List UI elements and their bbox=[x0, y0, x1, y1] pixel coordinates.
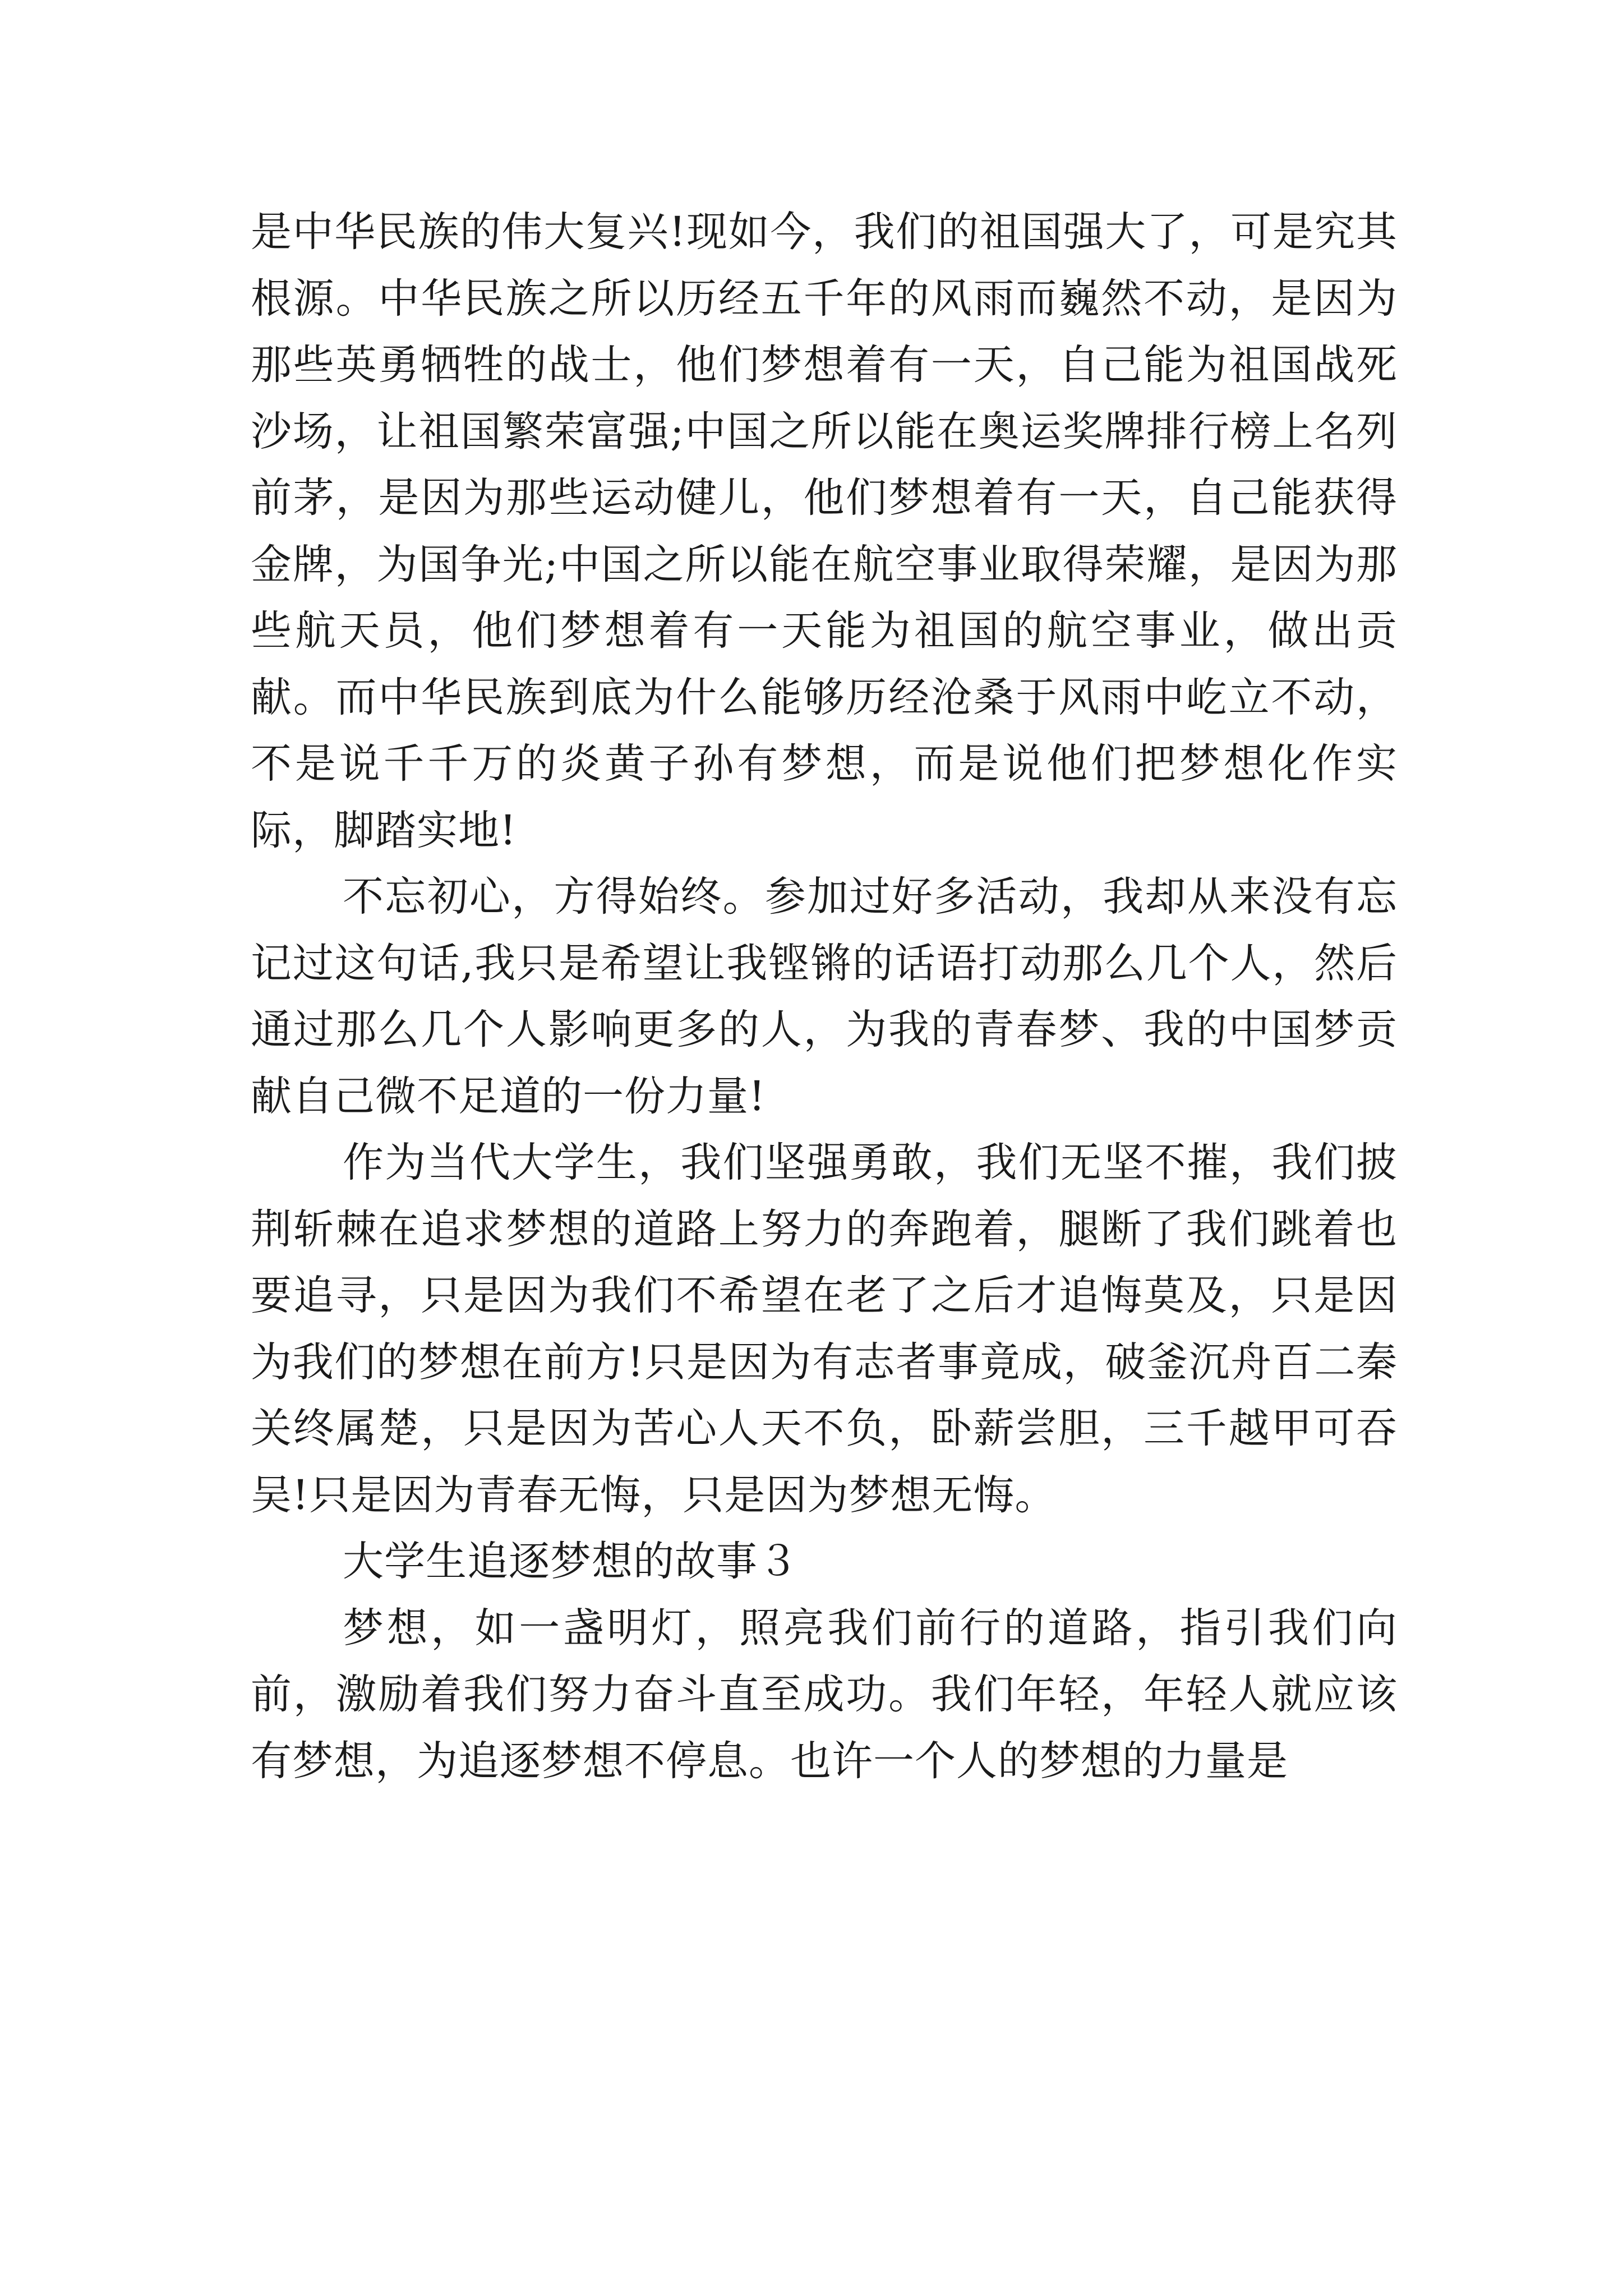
paragraph-4: 梦想，如一盏明灯，照亮我们前行的道路，指引我们向前，激励着我们努力奋斗直至成功。我们年轻，年轻人就应该有梦想，为追逐梦想不停息。也许一个人的梦想的力量是 bbox=[251, 1604, 1398, 1785]
paragraph-3: 作为当代大学生，我们坚强勇敢，我们无坚不摧，我们披荆斩棘在追求梦想的道路上努力的奔跑着，腿断了我们跳着也要追寻，只是因为我们不希望在老了之后才追悔莫及，只是因为我们的梦想在前方!只是因为有志者事竟成，破釜沉舟百二秦关终属楚，只是因为苦心人天不负，卧薪尝胆，三千越甲可吞吴!只是因为青春无悔，只是因为梦想无悔。 bbox=[251, 1139, 1398, 1519]
document-body bbox=[251, 199, 1398, 1795]
paragraph-2: 不忘初心，方得始终。参加过好多活动，我却从来没有忘记过这句话,我只是希望让我铿锵的话语打动那么几个人，然后通过那么几个人影响更多的人，为我的青春梦、我的中国梦贡献自己微不足道的一份力量! bbox=[251, 873, 1398, 1120]
paragraph-1: 是中华民族的伟大复兴!现如今，我们的祖国强大了，可是究其根源。中华民族之所以历经五千年的风雨而巍然不动，是因为那些英勇牺牲的战士，他们梦想着有一天，自己能为祖国战死沙场，让祖国繁荣富强;中国之所以能在奥运奖牌排行榜上名列前茅，是因为那些运动健儿，他们梦想着有一天，自己能获得金牌，为国争光;中国之所以能在航空事业取得荣耀，是因为那些航天员，他们梦想着有一天能为祖国的航空事业，做出贡献。而中华民族到底为什么能够历经沧桑于风雨中屹立不动，不是说千千万的炎黄子孙有梦想，而是说他们把梦想化作实际，脚踏实地! bbox=[251, 208, 1398, 854]
section-heading: 大学生追逐梦想的故事３ bbox=[343, 1538, 799, 1585]
